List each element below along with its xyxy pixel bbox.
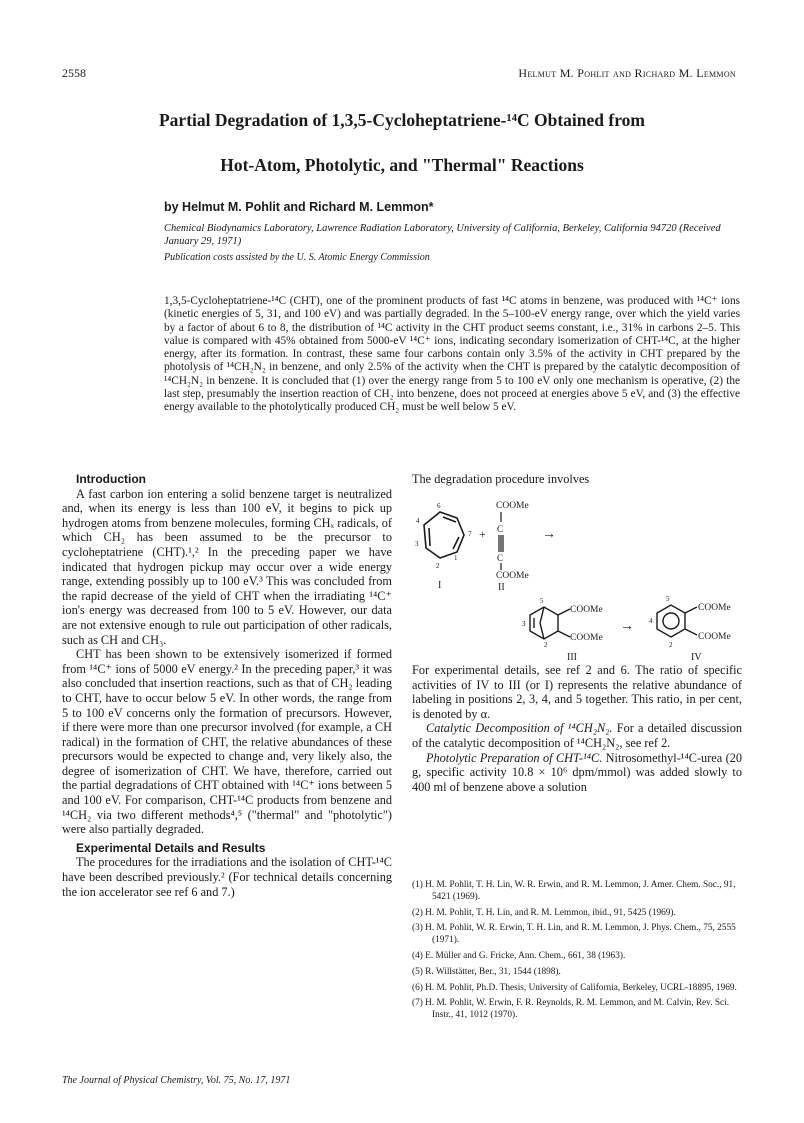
abstract: [164, 295, 740, 415]
reaction-arrow-1: →: [542, 527, 556, 542]
plus-sign: +: [479, 527, 486, 541]
carbon-label-top: C: [497, 524, 504, 534]
intro-heading: Introduction: [76, 472, 146, 486]
reagent-top-group: COOMe: [496, 501, 529, 511]
cycloheptatriene-structure: [424, 512, 464, 558]
experimental-paragraph: The procedures for the irradiations and the isolation of CHT-¹⁴C have been described previously.² (For technical details concerning the ion accelerator see ref 6 and 7.): [62, 855, 392, 899]
product-position-5: 5: [666, 595, 670, 603]
product-bottom-group: COOMe: [698, 632, 731, 642]
title-line-1: Partial Degradation of 1,3,5-Cycloheptatriene-¹⁴C Obtained from: [158, 110, 645, 130]
abstract-text: 1,3,5-Cycloheptatriene-¹⁴C (CHT), one of the prominent products of fast ¹⁴C atoms in benzene, was produced with ¹⁴C⁺ ions (kinetic energies of 5, 31, and 100 eV) and was partially degraded. In the 5–100-eV energy range, over which the yield varies by a factor of about 6 to 8, the distribution of ¹⁴C activity in the CHT product seems constant, i.e., 31% in carbons 2–5. This value is compared with 45% obtained from 5000-eV ¹⁴C⁺ ions, indicating secondary isomerization of CHT-¹⁴C, at the higher energy, after its formation. In contrast, these same four carbons contain only 3.5% of the activity in CHT prepared by the photolysis of ¹⁴CH₂N₂ in benzene, and only 2.5% of the activity when the CHT is prepared by the catalytic decomposition of ¹⁴CH₂N₂ in benzene. It is concluded that (1) over the energy range from 5 to 100 eV only one mechanism is operative, (2) the last step, presumably the insertion reaction of CH₂ into benzene, does not proceed at energies above 5 eV, and (3) the effective energy available to the photolytically produced CH₂ must be well below 5 eV.: [164, 295, 740, 414]
reaction-scheme: [412, 490, 752, 660]
phthalate-structure: [657, 605, 697, 637]
product-top-group: COOMe: [698, 603, 731, 613]
product-position-4: 4: [649, 617, 653, 625]
position-1-label: 1: [454, 554, 458, 562]
left-column: [62, 472, 392, 899]
ratio-paragraph: For experimental details, see ref 2 and 6. The ratio of specific activities of IV to III (or I) represents the relative abundance of labeling in positions 2, 3, 4, and 5 together. This ratio, in per cent, is denoted by α.: [412, 663, 742, 721]
experimental-heading: Experimental Details and Results: [76, 840, 266, 855]
photolytic-paragraph: [412, 751, 742, 795]
adduct-position-3: 3: [522, 620, 526, 628]
reference-item: (7) H. M. Pohlit, W. Erwin, F. R. Reynolds, R. M. Lemmon, and M. Calvin, Rev. Sci. Instr., 41, 1012 (1970).: [412, 998, 730, 1021]
catalytic-heading: Catalytic Decomposition of ¹⁴CH₂N₂.: [426, 721, 613, 736]
position-4-label: 4: [416, 517, 420, 525]
label-IV: IV: [691, 652, 702, 660]
intro-paragraph-1: A fast carbon ion entering a solid benzene target is neutralized and, when its energy is less than 100 eV, it begins to pick up hydrogen atoms from benzene molecules, forming CHₓ radicals, of which CH₂ has been assumed to be the precursor to cycloheptatriene (CHT).¹,² In the preceding paper we have indicated that hydrogen pickup may occur over a wide energy range, extending possibly up to 100 eV.³ This was concluded from the rapid decrease of the yield of CHT when the irradiating ¹⁴C⁺ ion's energy was decreased from 100 to 5 eV. However, our data are not extensive enough to rule out participation of other radicals, such as CH and CH₃.: [62, 486, 392, 647]
reference-item: (4) E. Müller and G. Fricke, Ann. Chem., 661, 38 (1963).: [412, 950, 626, 961]
adduct-bottom-group: COOMe: [570, 633, 603, 643]
reference-item: (1) H. M. Pohlit, T. H. Lin, W. R. Erwin, and R. M. Lemmon, J. Amer. Chem. Soc., 91, 5421 (1969).: [412, 880, 736, 902]
label-I: I: [438, 580, 442, 591]
intro-paragraph-2: CHT has been shown to be extensively isomerized if formed from ¹⁴C⁺ ions of 5000 eV energy.² In the preceding paper,³ it was also concluded that insertion reactions, such as that of CH₂ leading to CHT, have to occur below 5 eV. In other words, the range from 5 to 100 eV concerns only the formation of precursors. However, if there were more than one precursor involved (for example, a CH radical) in the formation of CHT, the relative abundances of these precursors would be expected to change and, very likely also, the degree of isomerization of CHT. We have, therefore, carried out the partial degradations of CHT obtained with ¹⁴C⁺ ions between 5 and 100 eV. For comparison, CHT-¹⁴C products from benzene and ¹⁴CH₂ via two different methods⁴,⁵ ("thermal" and "photolytic") were also partially degraded.: [62, 647, 392, 837]
right-column: [412, 663, 742, 794]
adduct-position-2: 2: [544, 641, 548, 649]
catalytic-paragraph: [412, 721, 742, 750]
references: [412, 880, 742, 1026]
running-header: Helmut M. Pohlit and Richard M. Lemmon: [518, 66, 736, 80]
product-position-2: 2: [669, 641, 673, 649]
position-3-label: 3: [415, 540, 419, 548]
catalytic-text: For a detailed discussion of the catalytic decomposition of ¹⁴CH₂N₂, see ref 2.: [412, 721, 743, 750]
label-II: II: [498, 582, 505, 593]
title-line-2: Hot-Atom, Photolytic, and "Thermal" Reactions: [220, 155, 584, 175]
reference-item: (6) H. M. Pohlit, Ph.D. Thesis, University of California, Berkeley, UCRL-18895, 1969.: [412, 982, 737, 993]
publication-note: Publication costs assisted by the U. S. Atomic Energy Commission: [164, 252, 430, 263]
position-2-label: 2: [436, 562, 440, 570]
adduct-structure: [530, 607, 570, 639]
byline: by Helmut M. Pohlit and Richard M. Lemmon*: [164, 200, 434, 214]
adduct-position-5: 5: [540, 597, 544, 605]
page-number: 2558: [62, 66, 86, 80]
reference-item: (3) H. M. Pohlit, W. R. Erwin, T. H. Lin, and R. M. Lemmon, J. Phys. Chem., 75, 2555 (1971).: [412, 923, 736, 946]
position-6-label: 6: [437, 502, 441, 510]
position-7-label: 7: [468, 530, 472, 538]
photolytic-text: Nitrosomethyl-¹⁴C-urea (20 g, specific activity 10.8 × 10⁶ dpm/mmol) was added slowly to 400 ml of benzene above a solution: [412, 750, 742, 794]
degradation-intro: The degradation procedure involves: [412, 472, 590, 486]
reaction-arrow-2: →: [620, 619, 634, 634]
photolytic-heading: Photolytic Preparation of CHT-¹⁴C.: [426, 750, 603, 765]
affiliation: Chemical Biodynamics Laboratory, Lawrence Radiation Laboratory, University of California, Berkeley, California 94720 (Received January 29, 1971): [164, 223, 721, 247]
label-III: III: [567, 652, 577, 660]
carbon-label-bottom: C: [497, 553, 504, 563]
journal-footer: The Journal of Physical Chemistry, Vol. 75, No. 17, 1971: [62, 1075, 291, 1086]
adduct-top-group: COOMe: [570, 605, 603, 615]
reference-item: (2) H. M. Pohlit, T. H. Lin, and R. M. Lemmon, ibid., 91, 5425 (1969).: [412, 907, 676, 918]
reference-item: (5) R. Willstätter, Ber., 31, 1544 (1898).: [412, 966, 561, 977]
reagent-bottom-group: COOMe: [496, 571, 529, 581]
article-title: [62, 98, 742, 188]
